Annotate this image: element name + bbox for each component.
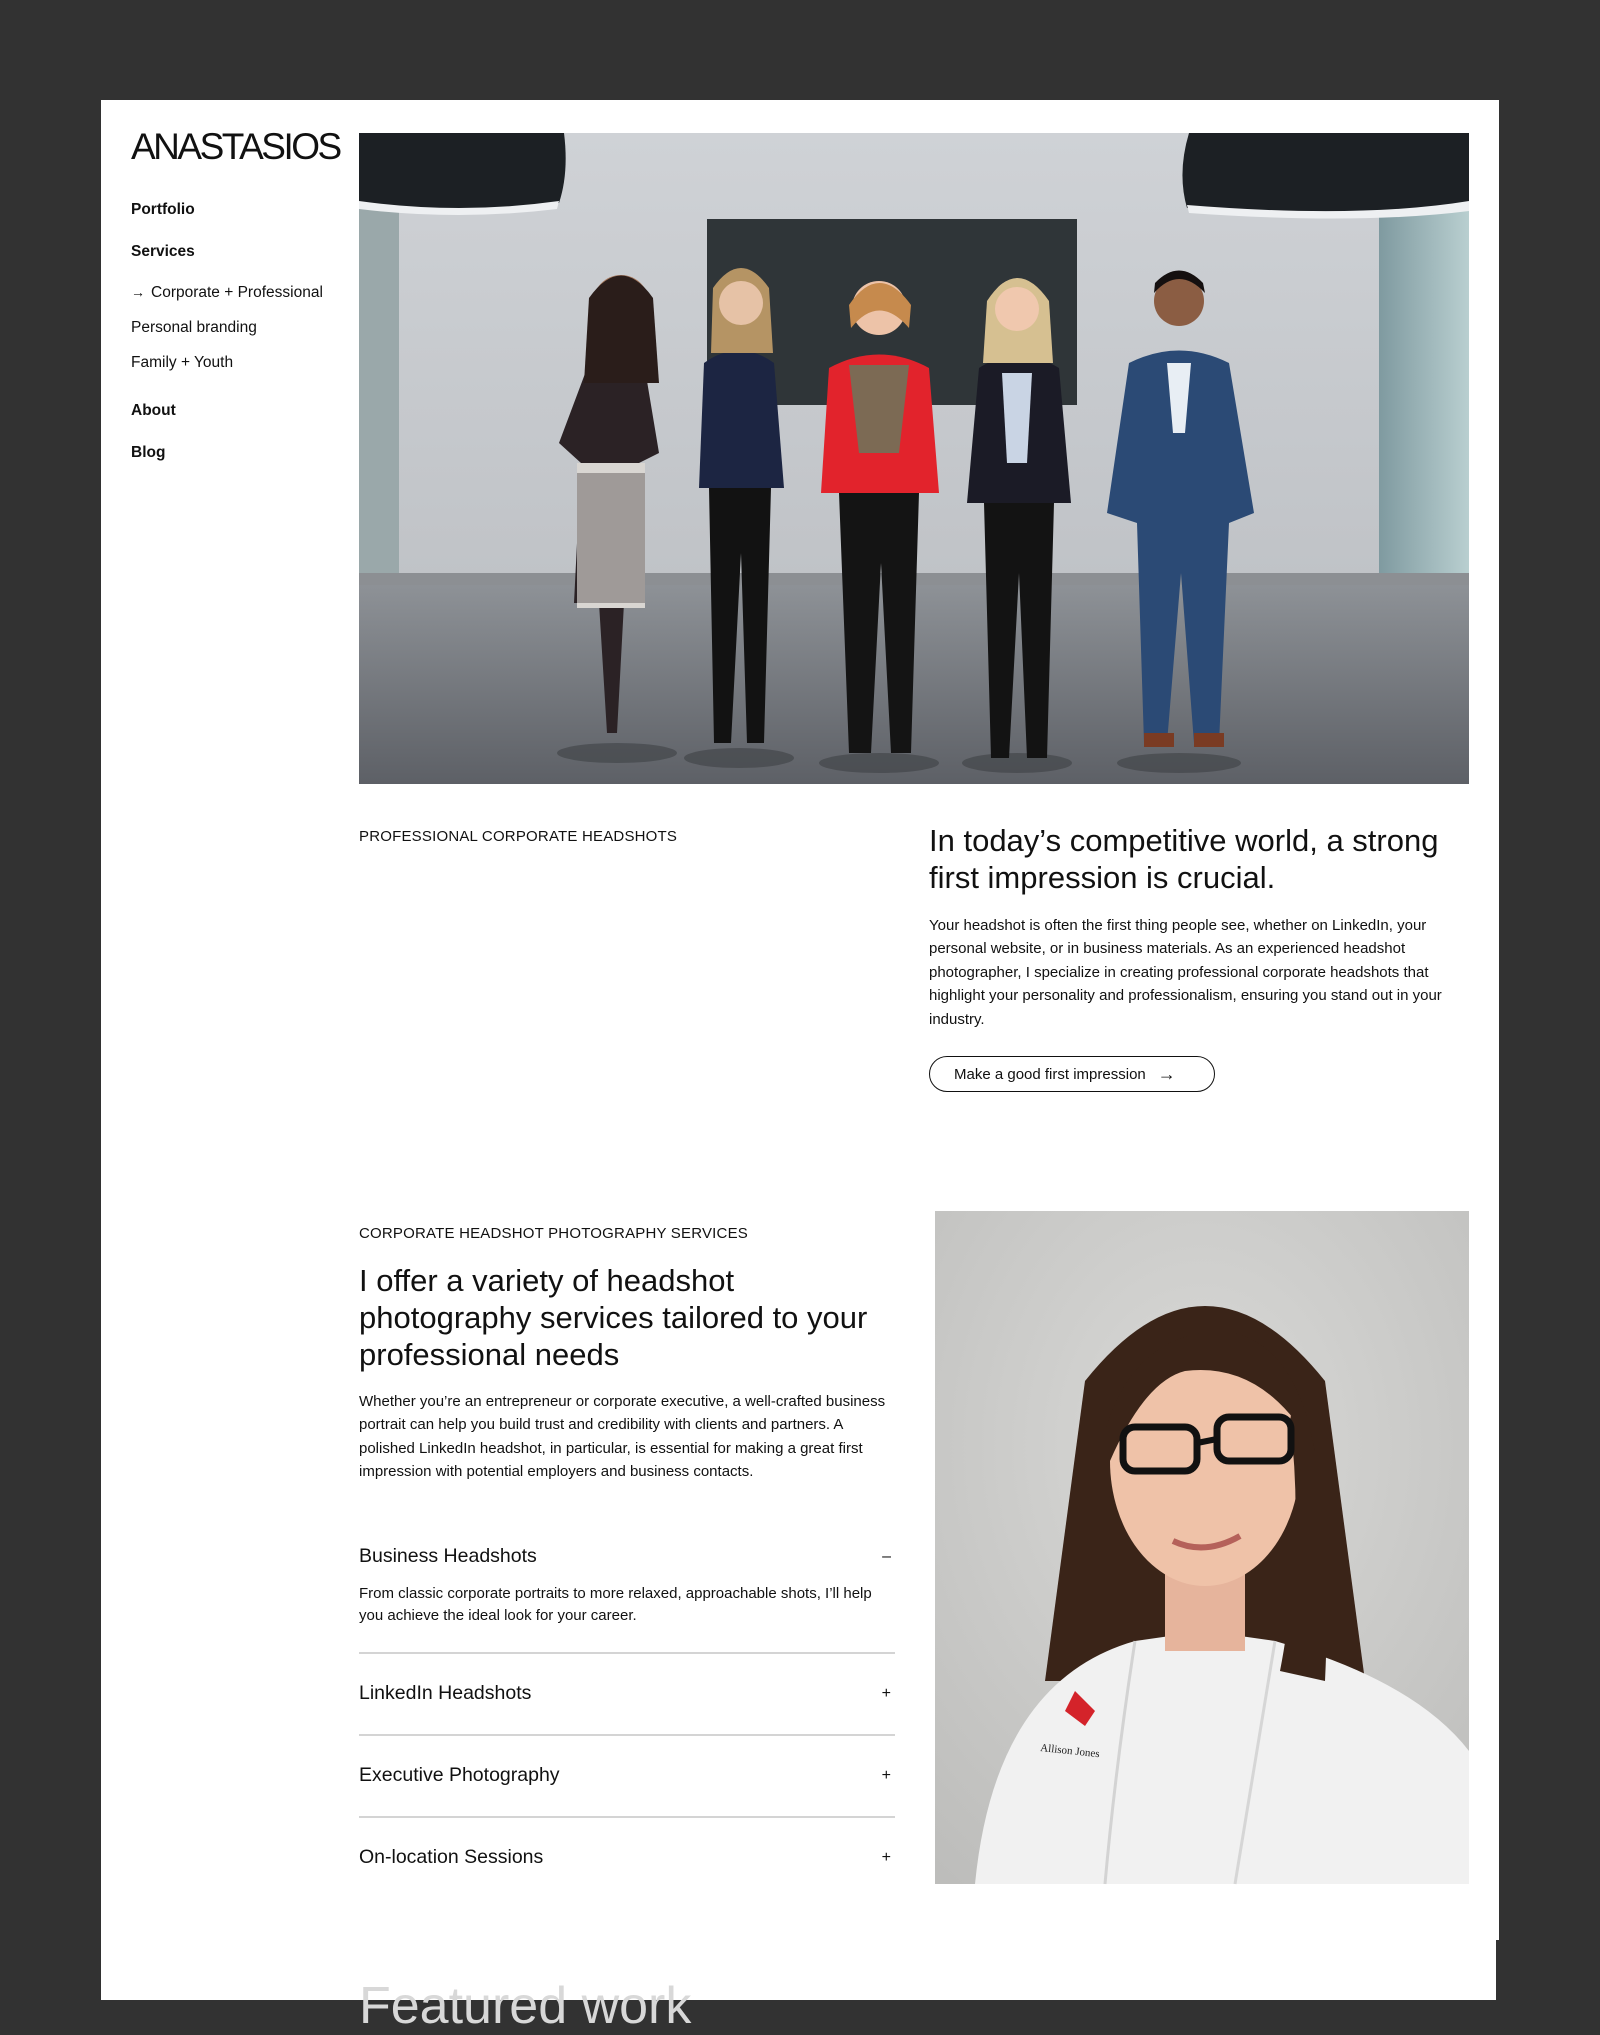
embroidered-name: Allison Jones	[1039, 1742, 1101, 1761]
divider	[359, 1816, 895, 1818]
expand-icon[interactable]: +	[881, 1684, 891, 1702]
nav-corporate-professional[interactable]	[131, 284, 323, 302]
accordion-executive-photography[interactable]	[359, 1764, 895, 1787]
divider	[359, 1734, 895, 1736]
intro-heading: In today’s competitive world, a strong first impression is crucial.	[929, 823, 1439, 895]
collapse-icon[interactable]: –	[882, 1547, 891, 1565]
expand-icon[interactable]: +	[881, 1766, 891, 1784]
arrow-right-icon: →	[1157, 1063, 1176, 1084]
nav-portfolio[interactable]: Portfolio	[131, 201, 195, 218]
services-eyebrow: CORPORATE HEADSHOT PHOTOGRAPHY SERVICES	[359, 1225, 748, 1242]
hero-team-photo	[359, 133, 1469, 784]
page-edge-shadow	[1496, 1940, 1499, 2000]
accordion-business-content: From classic corporate portraits to more relaxed, approachable shots, I’ll help you achieve the ideal look for your career.	[359, 1585, 872, 1624]
arrow-right-icon: →	[131, 284, 145, 300]
accordion-on-location-sessions[interactable]	[359, 1846, 895, 1869]
accordion-title: Business Headshots	[359, 1545, 537, 1567]
services-body: Whether you’re an entrepreneur or corporate executive, a well-crafted business portrait can help you build trust and credibility with clients and partners. A polished LinkedIn headshot, in particular, is essential for making a great first impression with potential employers and business contacts.	[359, 1393, 886, 1481]
nav-about[interactable]: About	[131, 402, 176, 419]
site-logo[interactable]: ANASTASIOS	[131, 126, 340, 167]
nav-family-youth[interactable]: Family + Youth	[131, 354, 234, 371]
nav-blog[interactable]: Blog	[131, 444, 166, 461]
accordion-title: Executive Photography	[359, 1764, 560, 1786]
chef-portrait-photo	[935, 1211, 1469, 1884]
services-heading: I offer a variety of headshot photography services tailored to your professional needs	[359, 1263, 868, 1372]
page-surface	[101, 100, 1499, 2035]
accordion-title: On-location Sessions	[359, 1846, 544, 1868]
intro-body: Your headshot is often the first thing people see, whether on LinkedIn, your personal website, or in business materials. As an experienced headshot photographer, I specialize in creating professional corporate headshots that highlight your personality and professionalism, ensuring you stand out in your industry.	[929, 917, 1442, 1028]
accordion-linkedin-headshots[interactable]	[359, 1682, 895, 1705]
intro-eyebrow: PROFESSIONAL CORPORATE HEADSHOTS	[359, 828, 678, 845]
first-impression-label: Make a good first impression	[954, 1065, 1146, 1083]
expand-icon[interactable]: +	[881, 1848, 891, 1866]
nav-corporate-label: Corporate + Professional	[151, 284, 323, 301]
nav-services[interactable]: Services	[131, 243, 195, 260]
accordion-business-headshots[interactable]	[359, 1545, 895, 1568]
divider	[359, 1652, 895, 1654]
first-impression-button[interactable]	[929, 1056, 1215, 1092]
nav-personal-branding[interactable]: Personal branding	[131, 319, 257, 336]
next-section-heading-cut: Featured work	[359, 1977, 692, 2035]
accordion-title: LinkedIn Headshots	[359, 1682, 532, 1704]
